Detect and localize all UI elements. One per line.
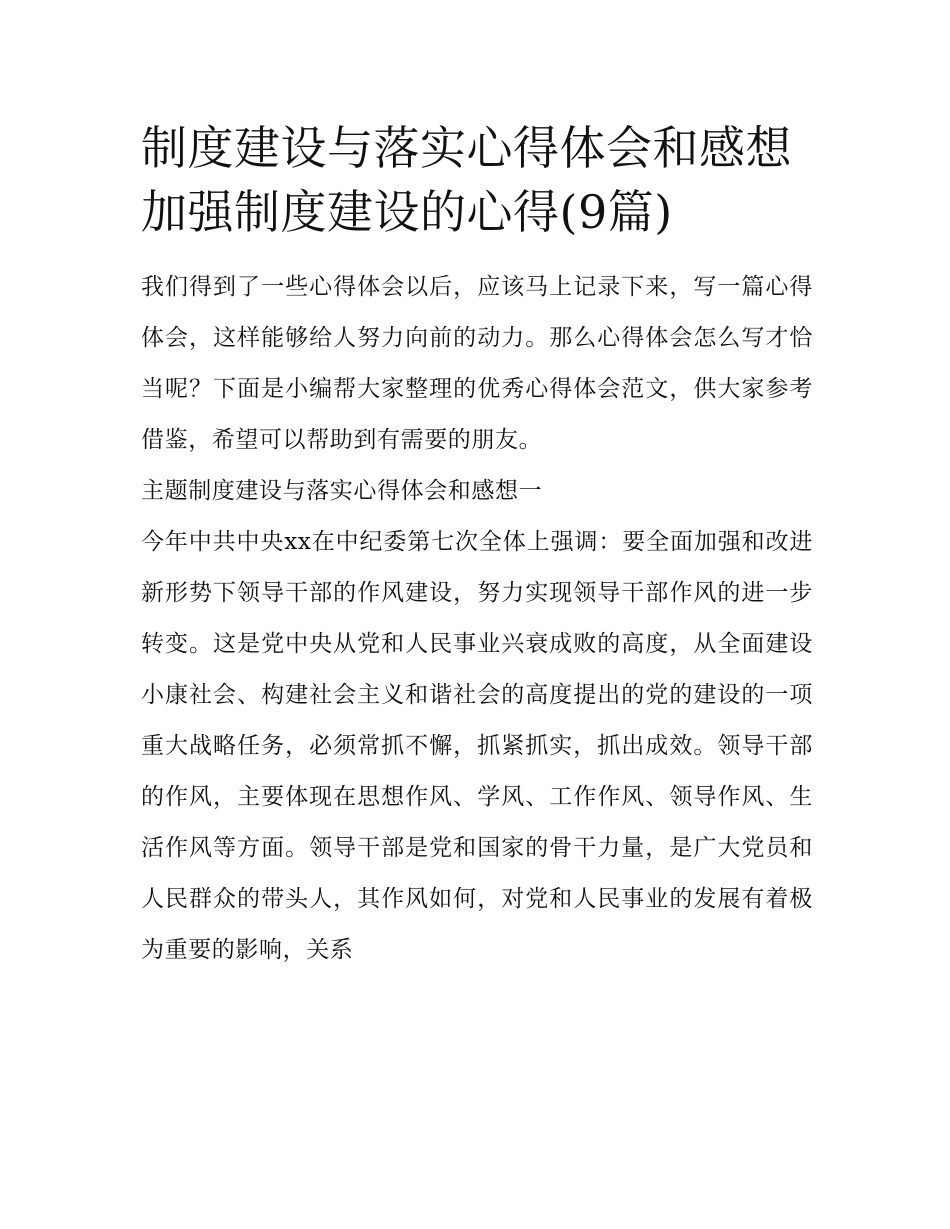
intro-paragraph: 我们得到了一些心得体会以后，应该马上记录下来，写一篇心得体会，这样能够给人努力向前的动力。那么心得体会怎么写才恰当呢？下面是小编帮大家整理的优秀心得体会范文，供大家参考借鉴，希望可以帮助到有需要的朋友。 <box>141 274 813 453</box>
body-paragraph: 今年中共中央xx在中纪委第七次全体上强调：要全面加强和改进新形势下领导干部的作风建设，努力实现领导干部作风的进一步转变。这是党中央从党和人民事业兴衰成败的高度，从全面建设小康社会、构建社会主义和谐社会的高度提出的党的建设的一项重大战略任务，必须常抓不懈，抓紧抓实，抓出成效。领导干部的作风，主要体现在思想作风、学风、工作作风、领导作风、生活作风等方面。领导干部是党和国家的骨干力量，是广大党员和人民群众的带头人，其作风如何，对党和人民事业的发展有着极为重要的影响，关系 <box>141 529 813 963</box>
document-body <box>141 116 813 976</box>
document-title: 制度建设与落实心得体会和感想 加强制度建设的心得(9篇) <box>141 121 792 239</box>
section-heading: 主题制度建设与落实心得体会和感想一 <box>141 478 543 504</box>
